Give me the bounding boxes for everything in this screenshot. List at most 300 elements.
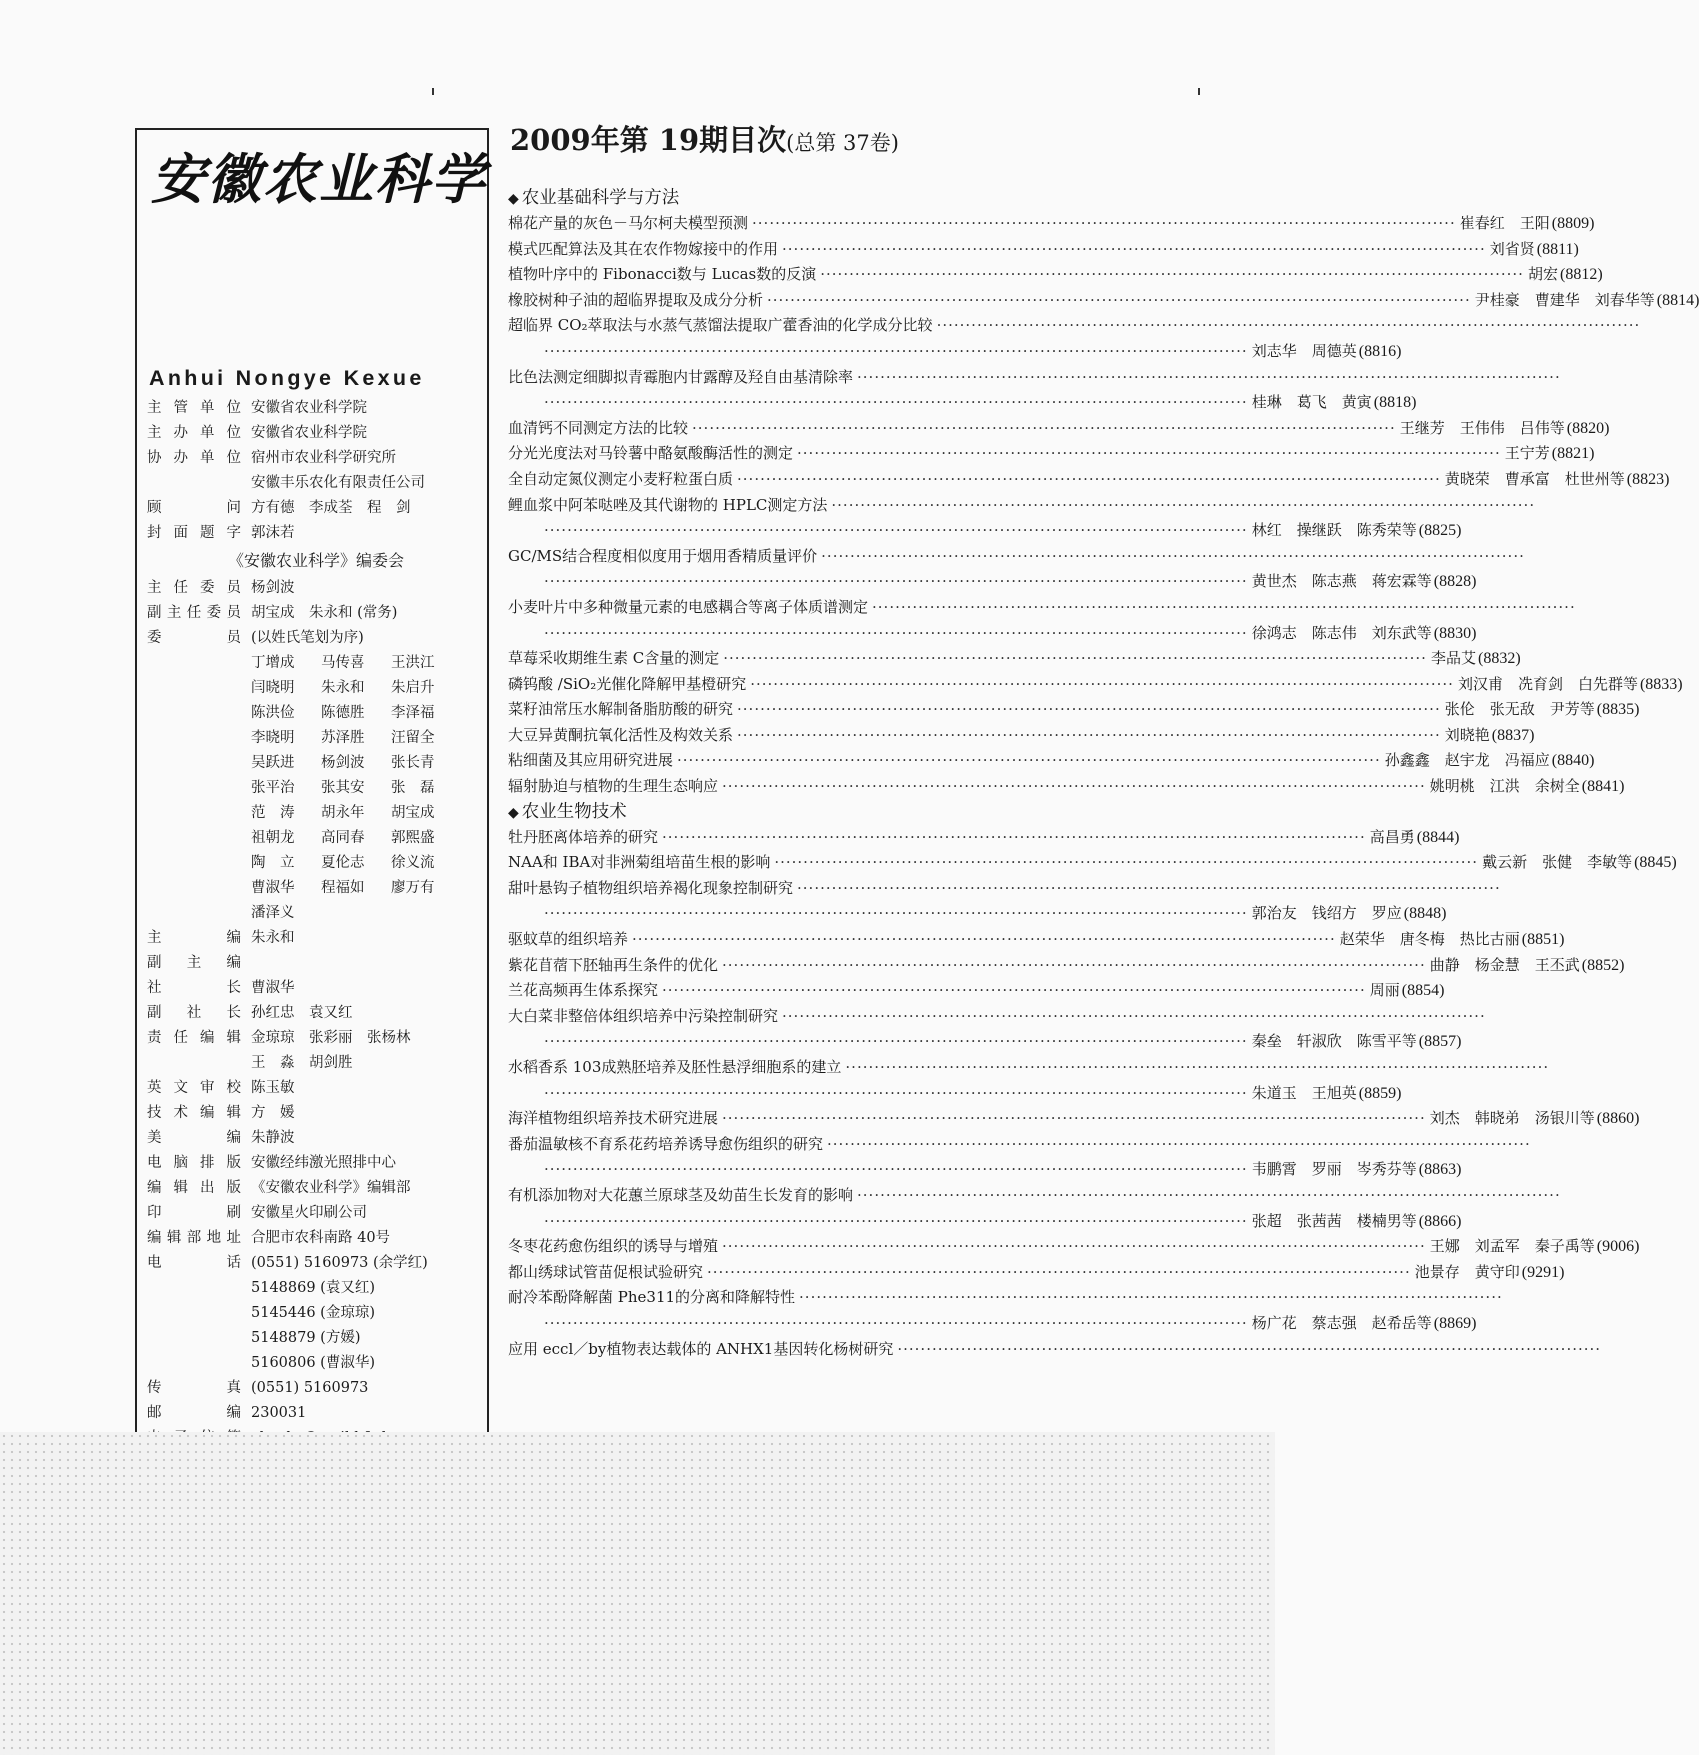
entry-title: 大豆异黄酮抗氧化活性及构效关系: [508, 725, 734, 744]
leader-dots: [544, 1209, 1248, 1235]
entry-page: (8811): [1536, 240, 1579, 258]
board-member: 汪留全: [391, 730, 435, 746]
leader-dots: [845, 1055, 1549, 1081]
toc-entry-author-line: [508, 339, 1402, 365]
toc-entry-line: [508, 416, 1610, 442]
entry-title: 大白菜非整倍体组织培养中污染控制研究: [508, 1006, 779, 1025]
board-member: 胡永年: [321, 805, 365, 821]
masthead-value: 安徽星火印刷公司: [251, 1205, 367, 1221]
masthead-value: 曹淑华: [251, 980, 295, 996]
board-member: 曹淑华: [251, 880, 295, 896]
toc-entry: [508, 672, 1683, 698]
entry-title: 模式匹配算法及其在农作物嫁接中的作用: [508, 239, 779, 258]
entry-page: (8814): [1656, 291, 1699, 309]
masthead-label: 主办单位: [147, 425, 241, 441]
entry-page: (8812): [1559, 266, 1603, 284]
masthead-row: [147, 976, 485, 1001]
board-member: 陈洪俭: [251, 705, 295, 721]
toc-entry-line: [508, 262, 1603, 288]
toc-entry-author-line: [508, 569, 1477, 595]
leader-dots: [544, 1311, 1248, 1337]
entry-page: (8852): [1581, 956, 1625, 974]
board-members: [251, 651, 485, 926]
entry-title: 橡胶树种子油的超临界提取及成分分析: [508, 290, 764, 309]
masthead-row: [147, 1176, 485, 1201]
board-member: 夏伦志: [321, 855, 365, 871]
board-member: 高同春: [321, 830, 365, 846]
entry-title: 草莓采收期维生素 C含量的测定: [508, 649, 720, 668]
masthead-value: (0551) 5160973 (余学红): [251, 1255, 428, 1271]
scan-mark: [1198, 88, 1200, 95]
toc-entry-title-line: [508, 544, 1182, 570]
leader-dots: [544, 518, 1248, 544]
toc-entry-author-line: [508, 1157, 1462, 1183]
entry-page: (9006): [1596, 1238, 1640, 1256]
leader-dots: [827, 1132, 1531, 1158]
entry-authors: 胡宏: [1527, 265, 1558, 284]
masthead-row: [147, 1076, 485, 1101]
masthead-value: 胡宝成 朱永和 (常务): [251, 605, 398, 621]
leader-dots: [752, 211, 1456, 237]
toc-entry-line: [508, 467, 1670, 493]
toc-entry: [508, 876, 1447, 927]
toc-entry: [508, 723, 1535, 749]
masthead-value: 金琼琼 张彩丽 张杨林: [251, 1030, 411, 1046]
toc-entry-title-line: [508, 493, 1182, 519]
journal-logo: 安徽农业科学: [151, 147, 487, 211]
entry-authors: 张伦 张无敌 尹芳等: [1444, 700, 1595, 719]
masthead-label: 副 社 长: [147, 1005, 241, 1021]
entry-authors: 刘省贤: [1489, 239, 1535, 258]
entry-page: (8823): [1626, 470, 1670, 488]
leader-dots: [857, 365, 1561, 391]
leader-dots: [797, 876, 1501, 902]
toc-entry-title-line: [508, 1285, 1182, 1311]
masthead-row: [147, 521, 485, 546]
board-member: 祖朝龙: [251, 830, 295, 846]
masthead-value: 合肥市农科南路 40号: [251, 1230, 391, 1246]
leader-dots: [544, 1081, 1248, 1107]
masthead-row: [147, 626, 485, 651]
entry-authors: 周丽: [1369, 981, 1400, 1000]
leader-dots: [692, 416, 1396, 442]
entry-title: 应用 eccl／by植物表达载体的 ANHX1基因转化杨树研究: [508, 1339, 894, 1358]
entry-title: 紫花苜蓿下胚轴再生条件的优化: [508, 955, 719, 974]
entry-page: (8830): [1433, 624, 1477, 642]
entry-title: 菜籽油常压水解制备脂肪酸的研究: [508, 700, 734, 719]
entry-page: (8809): [1551, 215, 1595, 232]
entry-page: (8854): [1401, 982, 1445, 1000]
leader-dots: [544, 1157, 1248, 1183]
toc-entry-author-line: [508, 1209, 1462, 1235]
toc-entry: [508, 467, 1670, 493]
toc-entry: [508, 365, 1417, 416]
scan-mark: [432, 88, 434, 95]
masthead-label: 主任委员: [147, 580, 241, 596]
entry-title: 鲤血浆中阿苯哒唑及其代谢物的 HPLC测定方法: [508, 495, 828, 514]
journal-pinyin-title: Anhui Nongye Kexue: [149, 366, 425, 390]
entry-page: (9291): [1521, 1263, 1565, 1281]
leader-dots: [544, 1029, 1248, 1055]
entry-authors: 韦鹏霄 罗丽 岑秀芬等: [1251, 1160, 1417, 1179]
leader-dots: [544, 621, 1248, 647]
masthead-label: 委 员: [147, 630, 241, 646]
entry-page: (8848): [1403, 905, 1447, 923]
leader-dots: [722, 953, 1426, 979]
masthead-value: 安徽经纬激光照排中心: [251, 1155, 396, 1171]
toc-entry-title-line: [508, 1004, 1182, 1030]
masthead-row: [147, 1201, 485, 1226]
toc-entry: [508, 1337, 1182, 1363]
masthead-label: 主管单位: [147, 400, 241, 416]
diamond-bullet-icon: ◆: [508, 804, 519, 821]
entry-authors: 刘志华 周德英: [1251, 341, 1357, 360]
leader-dots: [737, 723, 1441, 749]
toc-entry: [508, 1260, 1565, 1286]
masthead-row: [147, 1351, 485, 1376]
entry-authors: 徐鸿志 陈志伟 刘东武等: [1251, 623, 1432, 642]
entry-authors: 黄世杰 陈志燕 蒋宏霖等: [1251, 572, 1432, 591]
masthead-row: [147, 951, 485, 976]
toc-entry-line: [508, 850, 1677, 876]
masthead-value: 5148869 (袁又红): [251, 1280, 376, 1296]
toc-entry-line: [508, 774, 1625, 800]
leader-dots: [662, 978, 1366, 1004]
masthead-row: [147, 396, 485, 421]
leader-dots: [662, 825, 1366, 851]
entry-authors: 曲静 杨金慧 王丕武: [1429, 955, 1580, 974]
entry-title: 海洋植物组织培养技术研究进展: [508, 1109, 719, 1128]
entry-authors: 张超 张茜茜 楼楠男等: [1251, 1211, 1417, 1230]
masthead-value: 安徽省农业科学院: [251, 400, 367, 416]
toc-entry-line: [508, 672, 1683, 698]
toc-entry-line: [508, 927, 1565, 953]
board-member: 张其安: [321, 780, 365, 796]
toc-entry-title-line: [508, 1132, 1182, 1158]
entry-page: (8863): [1418, 1161, 1462, 1179]
entry-authors: 赵荣华 唐冬梅 热比古丽: [1339, 930, 1520, 949]
toc-entry-line: [508, 441, 1595, 467]
entry-authors: 高昌勇: [1369, 827, 1415, 846]
leader-dots: [722, 1106, 1426, 1132]
leader-dots: [897, 1337, 1601, 1363]
entry-authors: 戴云新 张健 李敏等: [1482, 853, 1633, 872]
entry-authors: 杨广花 蔡志强 赵希岳等: [1251, 1313, 1432, 1332]
toc-entry-author-line: [508, 1311, 1477, 1337]
leader-dots: [872, 595, 1576, 621]
entry-page: (8857): [1418, 1033, 1462, 1051]
leader-dots: [857, 1183, 1561, 1209]
entry-authors: 王宁芳: [1504, 444, 1550, 463]
entry-title: 兰花高频再生体系探究: [508, 981, 659, 1000]
entry-page: (8845): [1634, 854, 1677, 872]
toc-entry-line: [508, 1234, 1640, 1260]
masthead-label: 编辑出版: [147, 1180, 241, 1196]
masthead-row: [147, 1326, 485, 1351]
entry-authors: 姚明桃 江洪 余树全: [1429, 777, 1580, 796]
toc-entry-line: [508, 748, 1595, 774]
masthead-box: [135, 128, 489, 1432]
toc-entry-line: [508, 978, 1445, 1004]
toc-entry: [508, 978, 1445, 1004]
entry-title: 耐冷苯酚降解菌 Phe311的分离和降解特性: [508, 1288, 796, 1307]
toc-entry-line: [508, 237, 1579, 263]
entry-title: 小麦叶片中多种微量元素的电感耦合等离子体质谱测定: [508, 597, 869, 616]
leader-dots: [797, 441, 1501, 467]
masthead-row: [147, 1226, 485, 1251]
entry-page: (8820): [1566, 419, 1610, 437]
toc-entry: [508, 416, 1610, 442]
masthead-value: 宿州市农业科学研究所: [251, 450, 396, 466]
entry-title: 番茄温敏核不育系花药培养诱导愈伤组织的研究: [508, 1134, 824, 1153]
toc-entry: [508, 927, 1565, 953]
masthead-label: 传 真: [147, 1380, 241, 1396]
toc-entry: [508, 595, 1477, 646]
toc-entry: [508, 544, 1477, 595]
entry-page: (8835): [1596, 701, 1640, 719]
masthead-row: [147, 1401, 485, 1426]
toc-entry-line: [508, 1106, 1640, 1132]
entry-title: 超临界 CO₂萃取法与水蒸气蒸馏法提取广藿香油的化学成分比较: [508, 316, 933, 335]
toc-entry-line: [508, 646, 1521, 672]
masthead-value: 5148879 (方媛): [251, 1330, 361, 1346]
entry-page: (8816): [1358, 342, 1402, 360]
toc-entry-title-line: [508, 595, 1182, 621]
entry-title: 磷钨酸 /SiO₂光催化降解甲基橙研究: [508, 674, 747, 693]
masthead-label: [147, 1326, 251, 1351]
masthead-label: 电 话: [147, 1255, 241, 1271]
entry-title: 比色法测定细脚拟青霉胞内甘露醇及羟自由基清除率: [508, 367, 854, 386]
entry-title: 植物叶序中的 Fibonacci数与 Lucas数的反演: [508, 265, 817, 284]
toc-entry: [508, 1106, 1640, 1132]
masthead-value: 5160806 (曹淑华): [251, 1355, 376, 1371]
masthead-label: 编辑部地址: [147, 1230, 241, 1246]
masthead-value: 5145446 (金琼琼): [251, 1305, 376, 1321]
leader-dots: [632, 927, 1336, 953]
entry-authors: 李品艾: [1430, 649, 1476, 668]
leader-dots: [722, 1234, 1426, 1260]
entry-page: (8825): [1418, 522, 1462, 540]
masthead-value: [251, 951, 485, 976]
toc-entry: [508, 441, 1595, 467]
masthead-label: 电脑排版: [147, 1155, 241, 1171]
issue-title: 2009年第 19期目次: [510, 123, 787, 157]
masthead-value: 安徽丰乐农化有限责任公司: [251, 475, 425, 491]
entry-title: 有机添加物对大花蕙兰原球茎及幼苗生长发育的影响: [508, 1185, 854, 1204]
masthead-value: 安徽省农业科学院: [251, 425, 367, 441]
leader-dots: [723, 646, 1427, 672]
board-member: 陈德胜: [321, 705, 365, 721]
toc-entry: [508, 288, 1699, 314]
toc-entry: [508, 850, 1677, 876]
diamond-bullet-icon: ◆: [508, 191, 519, 207]
entry-title: 甜叶悬钩子植物组织培养褐化现象控制研究: [508, 878, 794, 897]
leader-dots: [820, 262, 1524, 288]
leader-dots: [750, 672, 1454, 698]
board-member: 杨剑波: [321, 755, 365, 771]
masthead-value: 朱永和: [251, 930, 295, 946]
toc-entry-author-line: [508, 621, 1477, 647]
masthead-label: 封面题字: [147, 525, 241, 541]
masthead-label: [147, 651, 251, 926]
toc-entry: [508, 774, 1625, 800]
toc-entry-title-line: [508, 313, 1182, 339]
entry-page: (8859): [1358, 1084, 1402, 1102]
entry-authors: 王娜 刘孟军 秦子禹等: [1429, 1237, 1595, 1256]
masthead-row: [147, 1101, 485, 1126]
entry-title: 粘细菌及其应用研究进展: [508, 751, 674, 770]
entry-title: 分光光度法对马铃薯中酪氨酸酶活性的测定: [508, 444, 794, 463]
toc-entry-author-line: [508, 390, 1417, 416]
masthead-row: [147, 421, 485, 446]
entry-authors: 刘晓艳: [1444, 725, 1490, 744]
toc-entry: [508, 211, 1595, 237]
board-member: 廖万有: [391, 880, 435, 896]
entry-page: (8833): [1639, 675, 1683, 693]
section-title: 农业基础科学与方法: [521, 188, 680, 208]
masthead-label: 责任编辑: [147, 1030, 241, 1046]
masthead-label: 顾 问: [147, 500, 241, 516]
masthead-label: [147, 1276, 251, 1301]
board-member: 张平治: [251, 780, 295, 796]
entry-page: (8837): [1491, 726, 1535, 744]
entry-authors: 刘杰 韩晓弟 汤银川等: [1429, 1109, 1595, 1128]
section-title: 农业生物技术: [521, 801, 627, 822]
masthead-value: (0551) 5160973: [251, 1380, 369, 1396]
masthead-row: [147, 1151, 485, 1176]
entry-title: 冬枣花药愈伤组织的诱导与增殖: [508, 1237, 719, 1256]
toc-entry: [508, 1132, 1462, 1183]
toc-entry: [508, 1234, 1640, 1260]
masthead-value: 孙红忠 袁又红: [251, 1005, 353, 1021]
toc-entry-author-line: [508, 1029, 1462, 1055]
entry-page: (8866): [1418, 1212, 1462, 1230]
masthead-value: 王 淼 胡剑胜: [251, 1055, 353, 1071]
masthead-label: 印 刷: [147, 1205, 241, 1221]
toc-entry-author-line: [508, 1081, 1402, 1107]
board-member: 程福如: [321, 880, 365, 896]
toc-entry-author-line: [508, 518, 1462, 544]
leader-dots: [831, 493, 1535, 519]
masthead-label: 邮 编: [147, 1405, 241, 1421]
leader-dots: [707, 1260, 1411, 1286]
masthead-value: 方 媛: [251, 1105, 295, 1121]
masthead-row: [147, 926, 485, 951]
entry-page: (8818): [1373, 394, 1417, 412]
toc-entry: [508, 1004, 1462, 1055]
entry-page: (8832): [1477, 650, 1521, 668]
entry-page: (8851): [1521, 931, 1565, 949]
board-member: 朱启升: [391, 680, 435, 696]
toc-entry-line: [508, 697, 1640, 723]
toc-entry: [508, 825, 1460, 851]
toc-entry-title-line: [508, 1055, 1182, 1081]
editorial-board-title: 《安徽农业科学》编委会: [227, 551, 404, 570]
leader-dots: [677, 748, 1381, 774]
leader-dots: [737, 467, 1441, 493]
toc-entry: [508, 313, 1402, 364]
board-member: 陶 立: [251, 855, 295, 871]
leader-dots: [544, 569, 1248, 595]
toc-entry: [508, 262, 1603, 288]
toc-entry: [508, 493, 1462, 544]
masthead-value: 230031: [251, 1405, 307, 1421]
entry-page: (8821): [1551, 445, 1595, 463]
masthead-value: 朱静波: [251, 1130, 295, 1146]
leader-dots: [799, 1285, 1503, 1311]
masthead-row: [147, 471, 485, 496]
toc-entry-title-line: [508, 1183, 1182, 1209]
leader-dots: [767, 288, 1471, 314]
leader-dots: [722, 774, 1426, 800]
board-member: 吴跃进: [251, 755, 295, 771]
masthead-row: [147, 1376, 485, 1401]
masthead-label: [147, 471, 251, 496]
toc-entry-line: [508, 723, 1535, 749]
masthead-row: [147, 1126, 485, 1151]
masthead-label: 主 编: [147, 930, 241, 946]
entry-page: (8860): [1596, 1110, 1640, 1128]
entry-page: (8840): [1551, 752, 1595, 770]
entry-title: 辐射胁迫与植物的生理生态响应: [508, 777, 719, 796]
entry-page: (8828): [1433, 573, 1477, 591]
leader-dots: [821, 544, 1525, 570]
entry-authors: 尹桂豪 曹建华 刘春华等: [1474, 290, 1655, 309]
masthead-label: 副 主 编: [147, 955, 241, 971]
masthead-value: 《安徽农业科学》编辑部: [251, 1180, 411, 1196]
entry-title: GC/MS结合程度相似度用于烟用香精质量评价: [508, 546, 818, 565]
entry-authors: 郭治友 钱绍方 罗应: [1251, 904, 1402, 923]
masthead-value: 郭沫若: [251, 525, 295, 541]
board-member: 李泽福: [391, 705, 435, 721]
toc-entry-line: [508, 211, 1595, 237]
board-member: 张长青: [391, 755, 435, 771]
masthead-row: [147, 1026, 485, 1051]
toc-entry: [508, 646, 1521, 672]
issue-heading: [510, 118, 1250, 159]
toc-entry-title-line: [508, 365, 1182, 391]
entry-authors: 秦垒 轩淑欣 陈雪平等: [1251, 1032, 1417, 1051]
board-member: 李晓明: [251, 730, 295, 746]
leader-dots: [544, 901, 1248, 927]
entry-title: 牡丹胚离体培养的研究: [508, 827, 659, 846]
toc-entry: [508, 1285, 1477, 1336]
board-member: 张 磊: [391, 780, 435, 796]
issue-volume: (总第 37卷): [786, 131, 899, 155]
leader-dots: [937, 313, 1641, 339]
toc-entry-line: [508, 1260, 1565, 1286]
masthead-label: [147, 1351, 251, 1376]
toc-entry-line: [508, 825, 1460, 851]
masthead-row: [147, 1001, 485, 1026]
board-member: 丁增成: [251, 655, 295, 671]
toc-entry-line: [508, 288, 1699, 314]
masthead-label: 技术编辑: [147, 1105, 241, 1121]
masthead-row: [147, 446, 485, 471]
toc-entry-title-line: [508, 876, 1182, 902]
entry-authors: 孙鑫鑫 赵宇龙 冯福应: [1384, 751, 1550, 770]
entry-authors: 桂琳 葛飞 黄寅: [1251, 393, 1372, 412]
entry-authors: 林红 操继跃 陈秀荣等: [1251, 521, 1417, 540]
masthead-info: [147, 396, 485, 1576]
masthead-row: [147, 496, 485, 521]
masthead-label: 英文审校: [147, 1080, 241, 1096]
board-member: 徐义流: [391, 855, 435, 871]
entry-title: 全自动定氮仪测定小麦籽粒蛋白质: [508, 469, 734, 488]
masthead-value: 陈玉敏: [251, 1080, 295, 1096]
board-member: 潘泽义: [251, 905, 295, 921]
board-member: 朱永和: [321, 680, 365, 696]
